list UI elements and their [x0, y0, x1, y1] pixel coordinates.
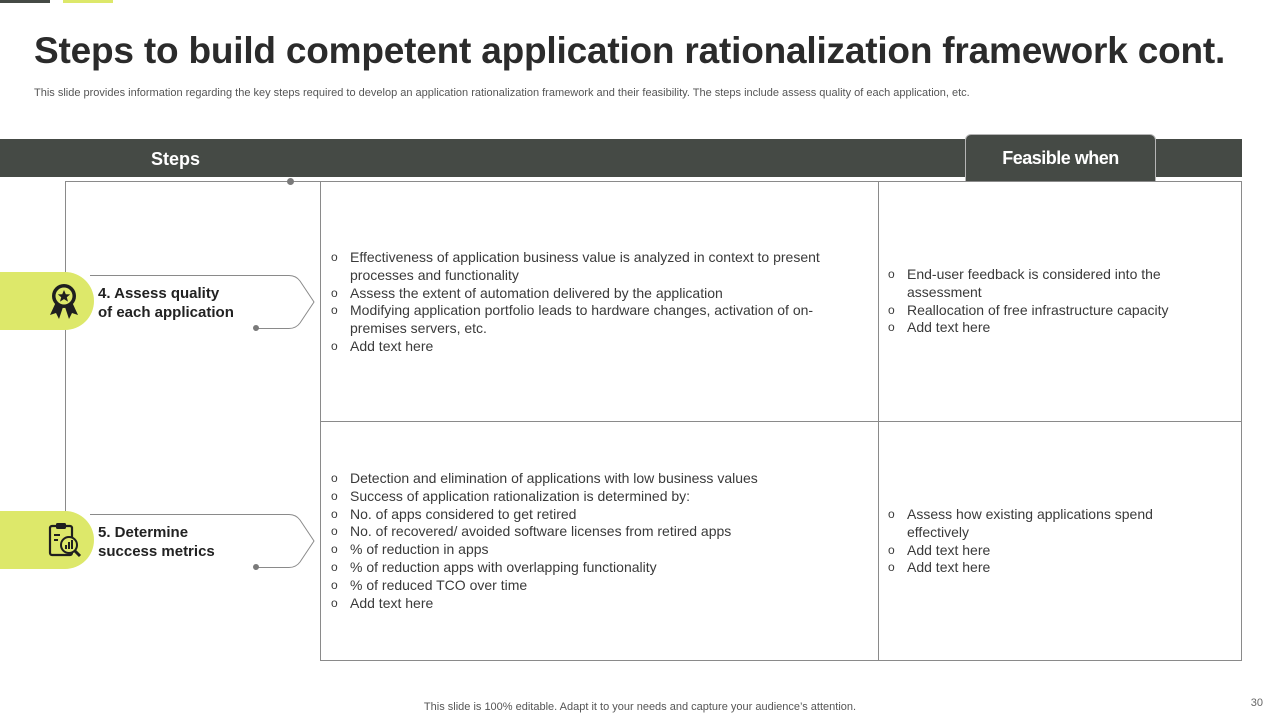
list-item: o Detection and elimination of applications with low business values [331, 470, 861, 488]
step-5-title-line2: success metrics [98, 543, 215, 560]
step-5-label [98, 523, 215, 561]
page-number: 30 [1250, 697, 1263, 709]
step-connector-line [65, 181, 321, 521]
award-badge-icon [40, 277, 88, 325]
top-accent-lime [63, 0, 113, 3]
row-divider [320, 421, 1242, 422]
list-item: o Add text here [888, 542, 1218, 560]
slide-footer: This slide is 100% editable. Adapt it to your needs and capture your audience’s attention. [423, 701, 857, 713]
list-item: o Assess how existing applications spend effectively [888, 506, 1218, 542]
step-4-details-list [331, 249, 861, 356]
slide-subtitle: This slide provides information regarding the key steps required to develop an application rationalization framework and their feasibility. The steps include assess quality of each application, etc. [34, 87, 970, 99]
list-item: o % of reduction in apps [331, 541, 861, 559]
steps-column-header: Steps [151, 149, 201, 169]
list-item: o Effectiveness of application business value is analyzed in context to present processes and functionality [331, 249, 861, 285]
slide-title: Steps to build competent application rationalization framework cont. [34, 30, 1226, 71]
list-item: o Success of application rationalization is determined by: [331, 488, 861, 506]
list-item: o Add text here [331, 338, 861, 356]
list-item: o Modifying application portfolio leads to hardware changes, activation of on-premises servers, etc. [331, 302, 861, 338]
list-item: o Assess the extent of automation delivered by the application [331, 285, 861, 303]
list-item: o End-user feedback is considered into the assessment [888, 266, 1218, 302]
step-4-feasible-list [888, 266, 1218, 337]
step-5-dot [253, 564, 259, 570]
clipboard-chart-icon [40, 516, 88, 564]
step-4-title-line2: of each application [98, 304, 234, 321]
step-5-details-list [331, 470, 861, 612]
step-4-title-line1: 4. Assess quality [98, 285, 220, 302]
step-5-title-line1: 5. Determine [98, 524, 189, 541]
feasible-column-header: Feasible when [1002, 148, 1119, 168]
list-item: o Add text here [888, 559, 1218, 577]
list-item: o Reallocation of free infrastructure capacity [888, 302, 1218, 320]
top-accent-dark [0, 0, 50, 3]
step-5-feasible-list [888, 506, 1218, 577]
connector-dot [287, 178, 294, 185]
list-item: o Add text here [888, 319, 1218, 337]
list-item: o % of reduction apps with overlapping functionality [331, 559, 861, 577]
step-4-label [98, 284, 234, 322]
step-4-dot [253, 325, 259, 331]
list-item: o No. of apps considered to get retired [331, 506, 861, 524]
list-item: o % of reduced TCO over time [331, 577, 861, 595]
list-item: o Add text here [331, 595, 861, 613]
list-item: o No. of recovered/ avoided software licenses from retired apps [331, 523, 861, 541]
